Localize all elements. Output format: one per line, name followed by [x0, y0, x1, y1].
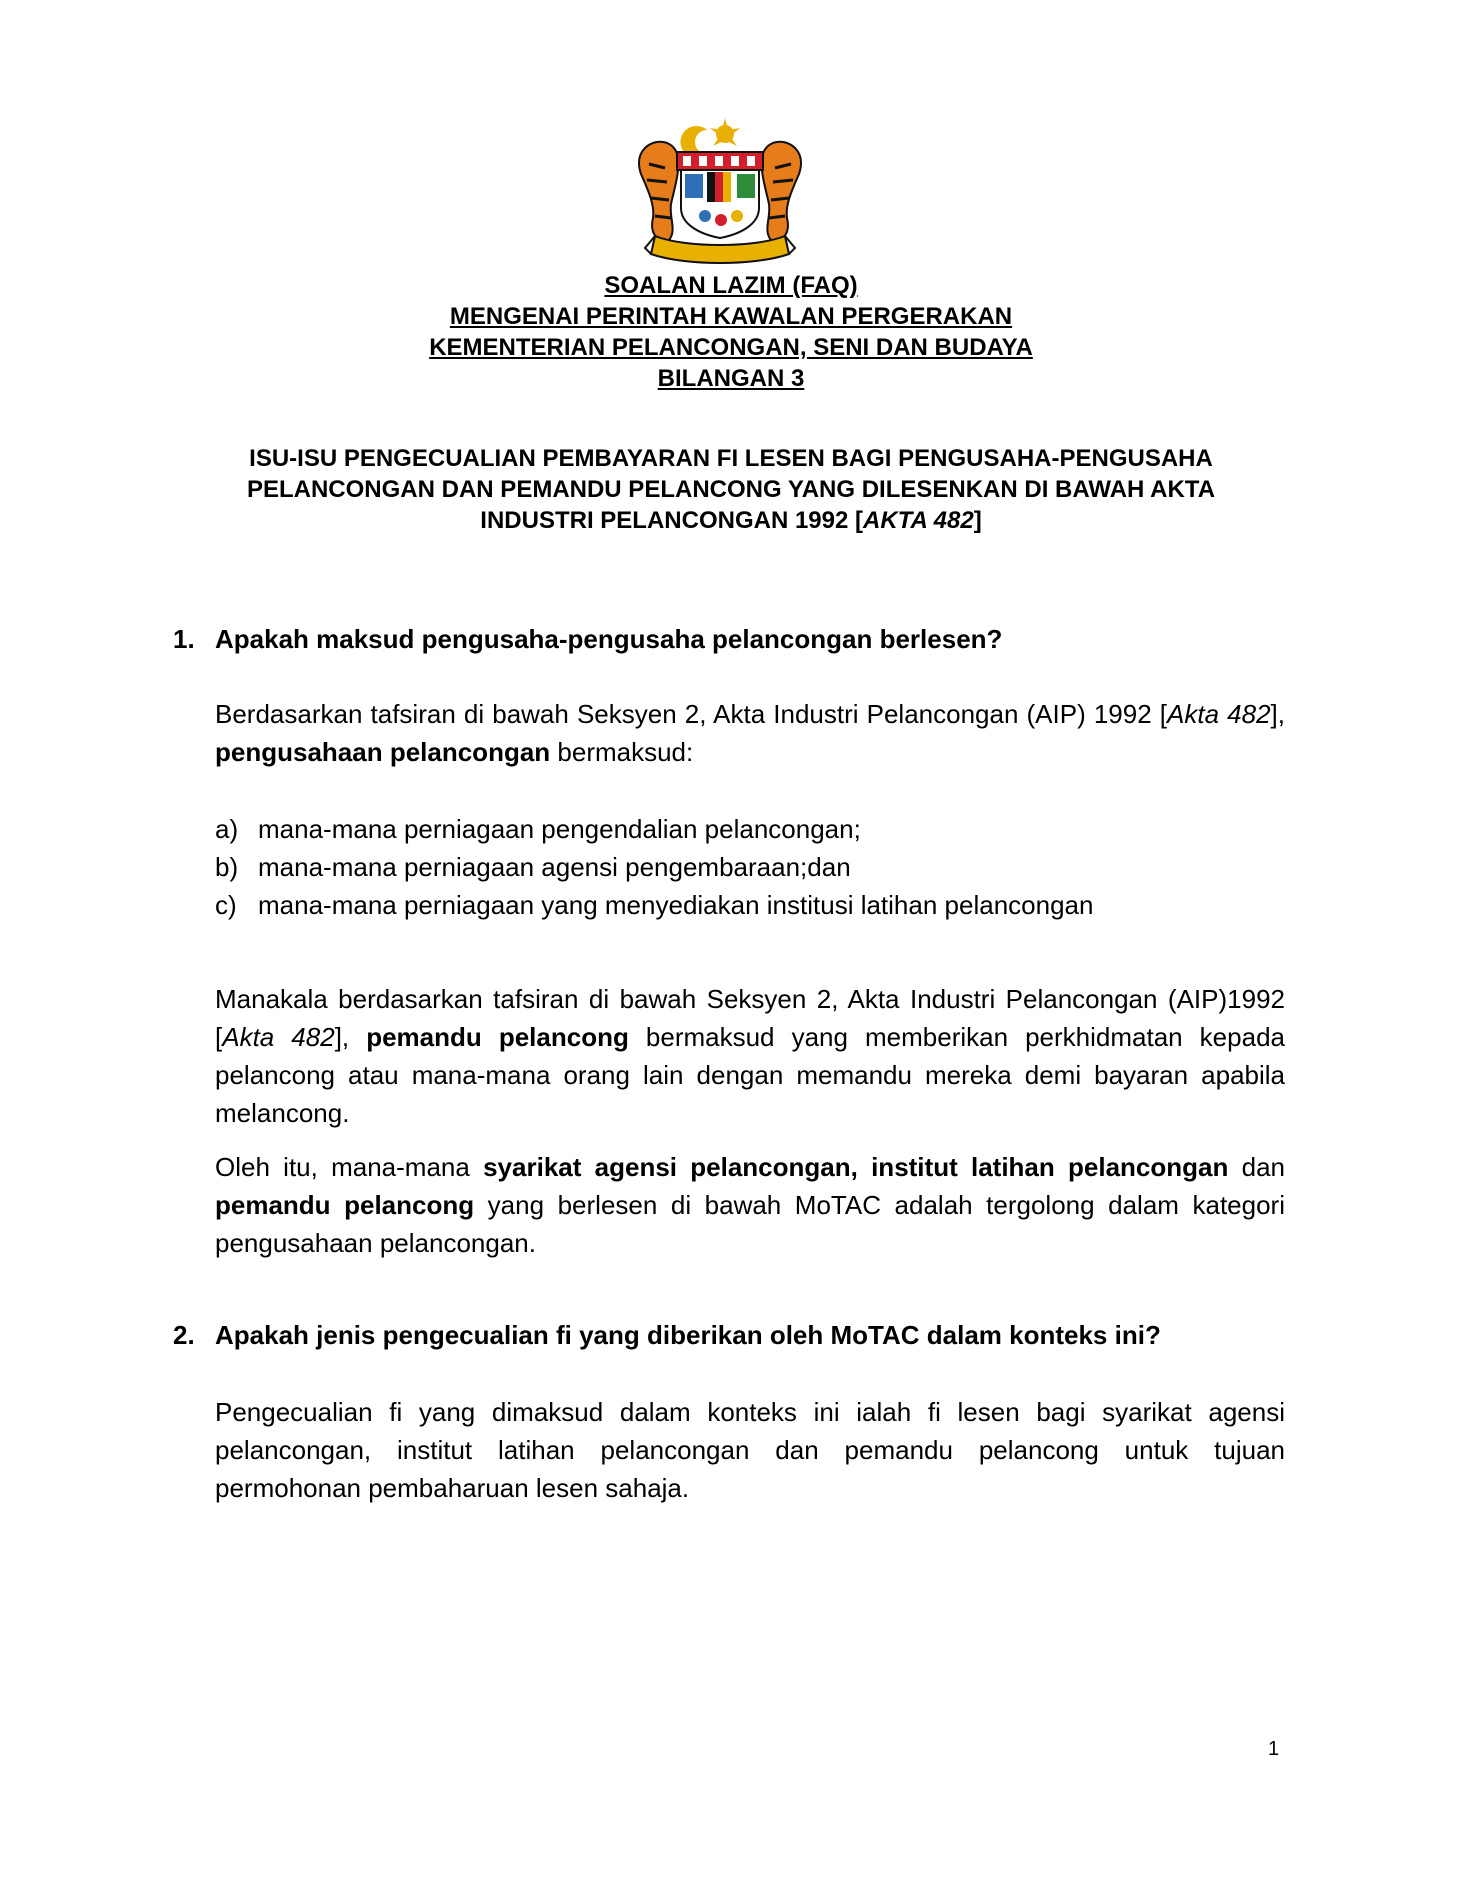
page-number: 1 — [1268, 1738, 1280, 1760]
question-2-number: 2. — [173, 1320, 195, 1350]
coat-of-arms-emblem — [625, 108, 815, 268]
question-1-heading — [173, 622, 1002, 656]
q2-paragraph-1 — [215, 1393, 1285, 1507]
q1-p3-mid: dan — [1228, 1152, 1286, 1182]
q1-paragraph-2 — [215, 980, 1285, 1132]
title-line-1: SOALAN LAZIM (FAQ) — [604, 272, 858, 299]
list-item-label: b) — [215, 852, 239, 882]
subtitle-line-1: ISU-ISU PENGECUALIAN PEMBAYARAN FI LESEN BAGI PENGUSAHA-PENGUSAHA — [249, 445, 1213, 472]
question-1-number: 1. — [173, 624, 195, 654]
list-item — [215, 848, 1285, 886]
q1-p3-text: Oleh itu, mana-mana — [215, 1152, 484, 1182]
list-item-text: mana-mana perniagaan agensi pengembaraan;dan — [258, 852, 851, 882]
list-item — [215, 886, 1285, 924]
q1-p1-end: bermaksud: — [550, 737, 694, 767]
subtitle-act-reference: AKTA 482 — [863, 507, 974, 534]
list-item-text: mana-mana perniagaan pengendalian pelancongan; — [258, 814, 861, 844]
subtitle-line-3 — [170, 505, 1292, 536]
q1-p3-term-2: pemandu pelancong — [215, 1190, 475, 1220]
q1-p1-act: Akta 482 — [1167, 699, 1271, 729]
question-2-text: Apakah jenis pengecualian fi yang diberikan oleh MoTAC dalam konteks ini? — [215, 1320, 1161, 1350]
q1-p3-end: yang berlesen di bawah MoTAC adalah tergolong dalam kategori pengusahaan pelancongan. — [215, 1190, 1285, 1258]
q1-paragraph-3 — [215, 1148, 1285, 1262]
title-line-4: BILANGAN 3 — [657, 365, 805, 392]
subtitle-line-3-pre: INDUSTRI PELANCONGAN 1992 [ — [480, 507, 864, 534]
q1-p3-term-1: syarikat agensi pelancongan, institut latihan pelancongan — [483, 1152, 1229, 1182]
q1-p1-term: pengusahaan pelancongan — [215, 737, 551, 767]
subtitle-line-2: PELANCONGAN DAN PEMANDU PELANCONG YANG DILESENKAN DI BAWAH AKTA — [246, 476, 1216, 503]
q1-p2-text: Manakala berdasarkan tafsiran di bawah Seksyen 2, Akta Industri Pelancongan (AIP)1992 [ — [215, 984, 1285, 1052]
q1-p2-end: bermaksud yang memberikan perkhidmatan kepada pelancong atau mana-mana orang lain dengan memandu mereka demi bayaran apabila melancong. — [215, 1022, 1285, 1128]
title-line-2: MENGENAI PERINTAH KAWALAN PERGERAKAN — [449, 303, 1013, 330]
title-line-3: KEMENTERIAN PELANCONGAN, SENI DAN BUDAYA — [429, 334, 1033, 361]
question-2-heading — [173, 1318, 1161, 1352]
q1-p1-mid: ], — [1270, 699, 1285, 729]
list-item-label: c) — [215, 890, 237, 920]
q1-p2-mid: ], — [334, 1022, 367, 1052]
subtitle-line-3-post: ] — [973, 507, 982, 534]
q1-definition-list — [215, 810, 1285, 924]
list-item-label: a) — [215, 814, 239, 844]
q1-paragraph-1 — [215, 695, 1285, 771]
question-1-text: Apakah maksud pengusaha-pengusaha pelancongan berlesen? — [215, 624, 1003, 654]
document-subtitle — [170, 443, 1292, 536]
list-item — [215, 810, 1285, 848]
q2-p1-text: Pengecualian fi yang dimaksud dalam konteks ini ialah fi lesen bagi syarikat agensi pelancongan, institut latihan pelancongan dan pemandu pelancong untuk tujuan permohonan pembaharuan lesen sahaja. — [215, 1397, 1285, 1503]
q1-p2-act: Akta 482 — [222, 1022, 335, 1052]
document-title — [200, 270, 1262, 394]
q1-p2-term: pemandu pelancong — [366, 1022, 629, 1052]
q1-p1-text: Berdasarkan tafsiran di bawah Seksyen 2, Akta Industri Pelancongan (AIP) 1992 [ — [215, 699, 1168, 729]
list-item-text: mana-mana perniagaan yang menyediakan institusi latihan pelancongan — [258, 890, 1094, 920]
